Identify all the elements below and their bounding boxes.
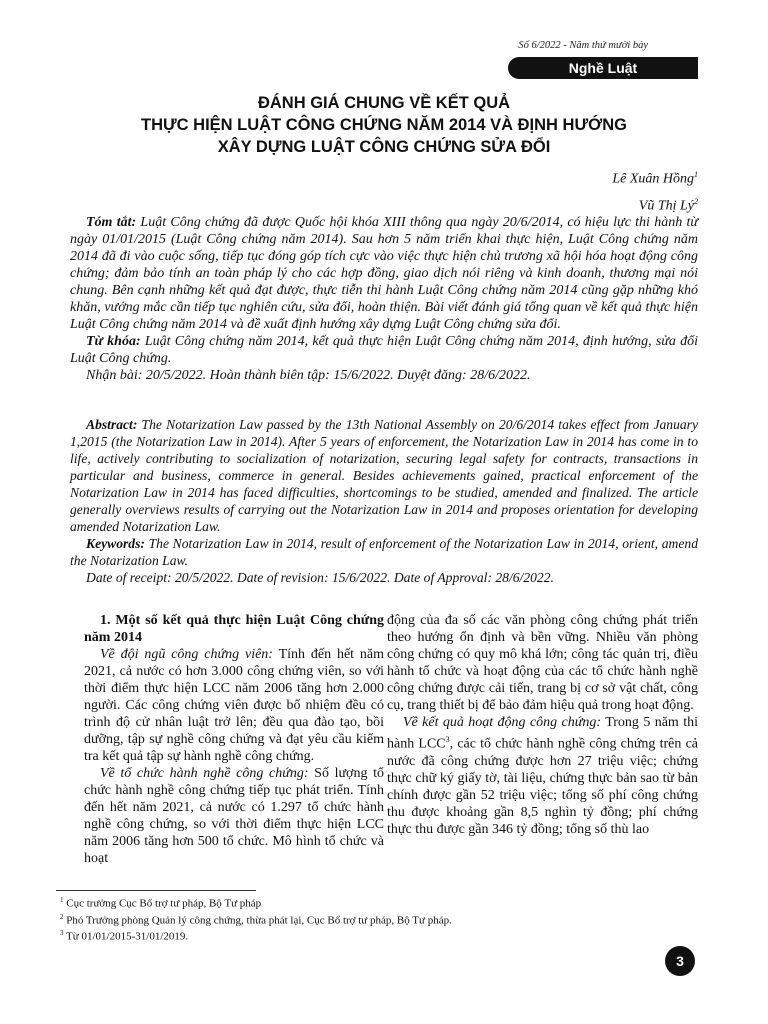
paragraph-lead: Về đội ngũ công chứng viên: (100, 647, 273, 662)
keywords-label: Từ khóa: (86, 334, 141, 349)
title-line-1: ĐÁNH GIÁ CHUNG VỀ KẾT QUẢ (257, 94, 511, 112)
section-heading: 1. Một số kết quả thực hiện Luật Công chứng năm 2014 (84, 613, 384, 645)
author-1 (612, 164, 698, 191)
footnote-mark: 1 (60, 896, 64, 904)
footnote-2 (60, 911, 700, 928)
footnote-ref[interactable]: 3 (445, 735, 450, 744)
footnote-1 (60, 894, 700, 911)
keywords-paragraph (70, 535, 698, 569)
page-number: 3 (665, 946, 695, 976)
english-abstract (70, 416, 698, 586)
abstract-paragraph (70, 416, 698, 535)
journal-brand: Nghề Luật (568, 60, 638, 76)
footnote-divider (56, 890, 256, 891)
body-column-left (84, 612, 384, 867)
abstract-text: The Notarization Law passed by the 13th National Assembly on 20/6/2014 takes effect from January 1,2015 (the Notarization Law in 2014). After 5 years of enforcement, the Notarization Law in 2014 has come in to life, actively contributing to socialization of notarization, securing legal safety for contracts, transactions in particular and business, commerce in general. Besides achievements gained, practical enforcement of the Notarization Law in 2014 has faced difficulties, shortcomings to be studied, amended and finalized. The article generally overviews results of carrying out the Notarization Law in 2014 and proposes orientation for developing amended Notarization Law. (70, 417, 698, 534)
footnote-ref[interactable]: 1 (694, 170, 698, 179)
title-line-3: XÂY DỰNG LUẬT CÔNG CHỨNG SỬA ĐỔI (217, 138, 551, 156)
footnote-ref[interactable]: 2 (694, 196, 698, 206)
paragraph-text: , các tổ chức hành nghề công chứng trên cả nước đã công chứng được hơn 27 triệu việc; chứng thực chữ ký giấy tờ, tài liệu, chứng thực bản sao từ bản chính được gần 52 triệu việc; tổng số phí công chứng thu được khoảng gần 8,5 nghìn tỷ đồng; phí chứng thực thu được gần 346 tỷ đồng; tổng số thù lao (387, 736, 698, 837)
article-title (70, 92, 698, 158)
body-paragraph (84, 765, 384, 867)
footnotes (60, 894, 700, 944)
summary-paragraph (70, 214, 698, 333)
journal-brand-bar (508, 57, 698, 79)
dates-line: Date of receipt: 20/5/2022. Date of revision: 15/6/2022. Date of Approval: 28/6/2022. (86, 570, 554, 585)
footnote-3 (60, 927, 700, 944)
body-paragraph (84, 646, 384, 765)
body-paragraph: động của đa số các văn phòng công chứng phát triển theo hướng ổn định và bền vững. Nhiều văn phòng công chứng có quy mô khá lớn; công tác quản trị, điều hành tổ chức và hoạt động của các tổ chức hành nghề công chứng được cải tiến, trang bị cơ sở vật chất, công cụ, trang thiết bị để bảo đảm hiệu quả trong hoạt động. (387, 613, 698, 713)
keywords-text: The Notarization Law in 2014, result of enforcement of the Notarization Law in 2014, orient, amend the Notarization Law. (70, 536, 698, 568)
footnote-text: Từ 01/01/2015-31/01/2019. (63, 930, 189, 943)
keywords-text: Luật Công chứng năm 2014, kết quả thực hiện Luật Công chứng năm 2014, định hướng, sửa đổi Luật Công chứng. (70, 334, 699, 366)
summary-label: Tóm tắt: (86, 215, 137, 230)
paragraph-text: Số lượng tổ chức hành nghề công chứng tiếp tục phát triển. Tính đến hết năm 2021, cả nước có 1.297 tổ chức hành nghề công chứng, so với thời điểm thực hiện LCC năm 2006 tăng hơn 500 tổ chức. Mô hình tổ chức và hoạt (84, 766, 384, 866)
body-column-right (387, 612, 698, 838)
author-name: Vũ Thị Lý (638, 198, 694, 214)
vietnamese-abstract (70, 214, 698, 384)
issue-info: Số 6/2022 - Năm thứ mười bảy (518, 40, 648, 51)
paragraph-text: Trong 5 năm thi hành LCC (387, 715, 698, 752)
footnote-text: Cục trưởng Cục Bổ trợ tư pháp, Bộ Tư pháp (63, 897, 262, 910)
body-paragraph (387, 714, 698, 838)
footnote-mark: 2 (60, 912, 64, 921)
footnote-text: Phó Trưởng phòng Quản lý công chứng, thừa phát lại, Cục Bổ trợ tư pháp, Bộ Tư pháp. (63, 914, 452, 927)
summary-text: Luật Công chứng đã được Quốc hội khóa XIII thông qua ngày 20/6/2014, có hiệu lực thi hành từ ngày 01/01/2015 (Luật Công chứng năm 2014). Sau hơn 5 năm triển khai thực hiện, Luật Công chứng năm 2014 đã đi vào cuộc sống, tiếp tục đóng góp tích cực vào việc thực hiện chủ trương xã hội hóa hoạt động công chứng; đảm bảo tính an toàn pháp lý cho các hợp đồng, giao dịch nói riêng và kinh doanh, thương mại nói chung. Bên cạnh những kết quả đạt được, thực tiễn thi hành Luật Công chứng năm 2014 cũng gặp những khó khăn, vướng mắc cần tiếp tục nghiên cứu, sửa đổi, hoàn thiện. Bài viết đánh giá tổng quan về kết quả thực hiện Luật Công chứng năm 2014 và đề xuất định hướng xây dựng Luật Công chứng sửa đổi. (70, 215, 698, 332)
title-line-2: THỰC HIỆN LUẬT CÔNG CHỨNG NĂM 2014 VÀ ĐỊNH HƯỚNG (140, 116, 627, 134)
authors (612, 164, 698, 217)
paragraph-lead: Về kết quả hoạt động công chứng: (403, 715, 602, 730)
paragraph-text: Tính đến hết năm 2021, cả nước có hơn 3.000 công chứng viên, so với thời điểm thực hiện LCC năm 2006 tăng hơn 2.000 người. Các công chứng viên được bổ nhiệm đều có trình độ cử nhân luật trở lên; đều qua đào tạo, bồi dưỡng, tập sự nghề công chứng và đạt yêu cầu kiểm tra kết quả tập sự hành nghề công chứng. (84, 647, 385, 764)
author-name: Lê Xuân Hồng (612, 171, 694, 187)
paragraph-lead: Về tổ chức hành nghề công chứng: (100, 766, 309, 781)
abstract-label: Abstract: (86, 417, 138, 432)
keywords-paragraph (70, 333, 698, 367)
dates-line: Nhận bài: 20/5/2022. Hoàn thành biên tập: 15/6/2022. Duyệt đăng: 28/6/2022. (86, 368, 531, 383)
footnote-mark: 3 (60, 929, 64, 938)
keywords-label: Keywords: (86, 536, 145, 551)
